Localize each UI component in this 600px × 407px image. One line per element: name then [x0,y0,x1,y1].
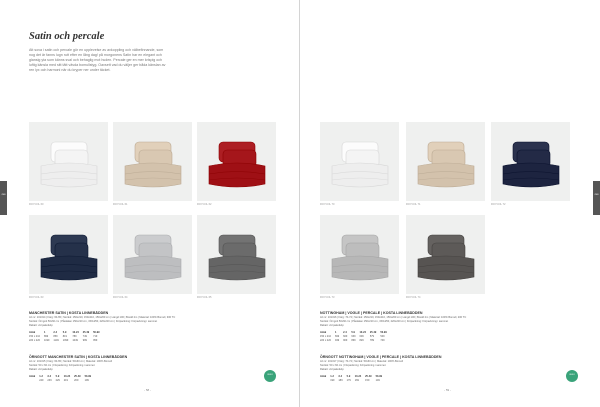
certification-badge-icon [566,370,578,382]
table-cell: 669 [343,334,348,338]
table-cell: 169 [354,378,359,382]
table-cell: 2-4 [343,330,347,334]
table-cell: 3-4 [47,374,52,378]
side-tab-label: ZEN [594,194,599,196]
badge-label: OEKO [267,374,273,376]
product-image-tile [197,215,276,294]
table-cell: 1099 [62,338,69,342]
table-cell: 5-9 [55,374,60,378]
table-cell: 609 [359,334,364,338]
product-spec-line: Art.nr: 101314 | Färg: 60-65 | Storlek: 150x210, 150x210, 150x200 cm | Längd 100 | Bredd 2m | Material: 100% Bomull, 300 TC [29,316,176,319]
duvet-shape [332,163,388,187]
product-info-block [320,311,466,342]
price-table [29,374,95,382]
side-tab [0,181,7,215]
page-number: - 59 - [444,388,452,392]
table-cell: 949 [334,338,340,342]
page-number: - 58 - [144,388,152,392]
table-cell: 249 [39,378,44,382]
table-cell: 1 [43,330,46,334]
page-title: Satin och percale [29,31,105,42]
bedding-image [406,122,485,201]
table-cell: 719 [93,334,98,338]
badge-label: OEKO [569,374,575,376]
table-cell: 1199 [43,338,50,342]
table-cell: 1049 [72,338,78,342]
product-spec-line: Art.nr: 101317 | Färg: 70-74 | Storlek: 50x60 cm | Material: 100% Bomull [320,360,403,363]
table-cell: 5-9 [346,374,351,378]
table-cell: 999 [82,338,87,342]
table-cell: 5-9 [62,330,67,334]
table-cell: 789 [72,334,77,338]
table-cell: 869 [351,338,356,342]
table-cell: 25-49 [365,374,372,378]
table-cell: Antal [320,374,327,378]
table-cell: 220 x 220 [320,338,331,342]
price-table-row [320,334,391,338]
price-table [320,330,391,342]
table-cell: 2-4 [53,330,57,334]
bedding-image [320,122,399,201]
table-cell: 159 [365,378,370,382]
table-cell: 749 [82,334,87,338]
table-cell: Antal [29,330,36,334]
bedding-image [320,215,399,294]
product-info-block [320,355,441,382]
table-cell: 909 [343,338,348,342]
duvet-shape [418,256,474,280]
product-image-tile [320,122,399,201]
duvet-shape [41,256,97,280]
product-caption: ROYCOL 61 [113,203,128,206]
product-caption: ROYCOL 70 [320,203,335,206]
product-image-tile [406,122,485,201]
table-cell: 959 [93,338,98,342]
table-cell: 3-4 [338,374,343,378]
table-cell: 749 [380,338,385,342]
certification-badge-icon [264,370,276,382]
price-table [29,330,104,342]
product-image-tile [491,122,570,201]
product-spec-line: Storlek: 50 x 60 cm | Förpackning: Förpackning i sammet [29,364,95,367]
bedding-image [113,215,192,294]
duvet-shape [332,256,388,280]
product-spec-line: Rabatt: vid paketköp [29,368,53,371]
table-cell: 25-49 [74,374,81,378]
price-table-row [29,378,95,382]
table-cell: 149 [375,378,380,382]
product-spec-line: Storlek: Örngott 50x60 cm | Påslakan 150x210 cm, 150x250, 220x220 cm | Förpackning: Förpackning i sammet [29,320,158,323]
table-cell: 10-24 [63,374,71,378]
table-cell: 1-2 [39,374,43,378]
price-table-row [320,378,386,382]
table-cell: 220 x 220 [29,338,40,342]
product-caption: ROYCOL 60 [29,203,44,206]
product-spec-line: Rabatt: vid paketköp [320,324,344,327]
duvet-shape [125,256,181,280]
table-cell: 829 [359,338,364,342]
bedding-image [29,215,108,294]
table-cell: 25-49 [82,330,90,334]
price-table [320,374,386,382]
bedding-image [29,122,108,201]
intro-paragraph: Att sova i satin och percale gör en upplevelse av avkoppling och välbefinnande, som nog det är fanns lugn rutt efter en lång dag! på morgonens Satin har en elegant och glansig yta som känns sval och behaglig mot huden. Percale ger en mer krispig och luftig känsla med sitt tätt vävda bomullstyg. Oavsett vad du väljer ger båda känslan av ren lyx och harmoni när du kryper ner under täcket. [29,48,166,72]
table-cell: 1 [334,330,337,334]
product-spec-line: Storlek: 50 x 60 cm | Förpackning: Förpackning i sammet [320,364,386,367]
table-cell: 219 [63,378,68,382]
table-cell: 10-24 [72,330,79,334]
table-cell: 25-49 [369,330,377,334]
table-cell: 239 [47,378,52,382]
product-image-tile [29,215,108,294]
product-info-block [29,355,127,382]
product-title: NOTTINGHAM | VOGLE | PERCALE | KOSTA LINNEBÄDDEN [320,311,423,315]
product-image-tile [113,122,192,201]
table-cell: 819 [62,334,67,338]
table-cell: 789 [369,338,375,342]
product-caption: ROYCOL 65 [197,296,212,299]
table-cell [320,378,330,382]
product-caption: ROYCOL 73 [320,296,335,299]
table-cell: Antal [320,330,327,334]
price-table-row [320,338,391,342]
product-caption: ROYCOL 62 [197,203,212,206]
table-cell: 5-9 [351,330,355,334]
right-page [300,0,600,407]
table-cell: 199 [330,378,335,382]
table-cell: 199 [84,378,89,382]
table-cell: 1-2 [330,374,334,378]
duvet-shape [418,163,474,187]
table-cell: 579 [369,334,375,338]
table-cell: 50-99 [380,330,387,334]
product-image-tile [406,215,485,294]
table-cell: 10-24 [359,330,366,334]
bedding-image [197,215,276,294]
duvet-shape [209,163,265,187]
product-image-tile [113,215,192,294]
product-caption: ROYCOL 74 [406,296,421,299]
table-cell: 179 [346,378,351,382]
product-spec-line: Rabatt: vid paketköp [29,324,53,327]
table-cell: 50-99 [84,374,91,378]
bedding-image [113,122,192,201]
duvet-shape [125,163,181,187]
table-cell: 899 [43,334,49,338]
table-cell: 859 [53,334,58,338]
duvet-shape [503,163,559,187]
bedding-image [491,122,570,201]
table-cell: 209 [74,378,79,382]
table-cell: 699 [334,334,340,338]
product-spec-line: Rabatt: vid paketköp [320,368,344,371]
table-cell: 10-24 [354,374,362,378]
table-cell [29,378,39,382]
table-cell: 1149 [53,338,59,342]
table-cell: 639 [351,334,356,338]
product-caption: ROYCOL 63 [29,296,44,299]
table-cell: 150 x 210 [320,334,331,338]
side-tab-label: ZEN [1,194,6,196]
product-spec-line: Art.nr: 101315 | Färg: 60-65 | Storlek: 50x60 cm | Material: 100% Bomull [29,360,112,363]
table-cell: Antal [29,374,36,378]
product-title: ÖRNGOTT MANCHESTER SATIN | KOSTA LINNEBÄDDEN [29,355,128,359]
product-image-tile [320,215,399,294]
table-cell: 50-99 [375,374,382,378]
bedding-image [406,215,485,294]
product-caption: ROYCOL 72 [491,203,506,206]
product-title: ÖRNGOTT NOTTINGHAM | VOGLE | PERCALE | KOSTA LINNEBÄDDEN [320,355,442,359]
product-spec-line: Art.nr: 101316 | Färg: 70-74 | Storlek: 150x210, 150x210, 150x200 cm | Längd 100 | Bredd 2m | Material: 100% Bomull, 200 TC [320,316,467,319]
product-caption: ROYCOL 64 [113,296,128,299]
duvet-shape [41,163,97,187]
table-cell: 549 [380,334,385,338]
table-cell: 189 [338,378,343,382]
product-spec-line: Storlek: Örngott 50x60 cm | Påslakan 150x210 cm, 150x250, 220x220 cm | Förpackning: Förpackning i sammet [320,320,449,323]
bedding-image [197,122,276,201]
side-tab [593,181,600,215]
price-table-row [29,338,104,342]
table-cell: 229 [55,378,60,382]
product-caption: ROYCOL 71 [406,203,421,206]
product-image-tile [29,122,108,201]
duvet-shape [209,256,265,280]
product-info-block [29,311,175,342]
product-image-tile [197,122,276,201]
table-cell: 150 x 210 [29,334,40,338]
table-cell: 50-99 [93,330,100,334]
product-title: MANCHESTER SATIN | KOSTA LINNEBÄDDEN [29,311,109,315]
